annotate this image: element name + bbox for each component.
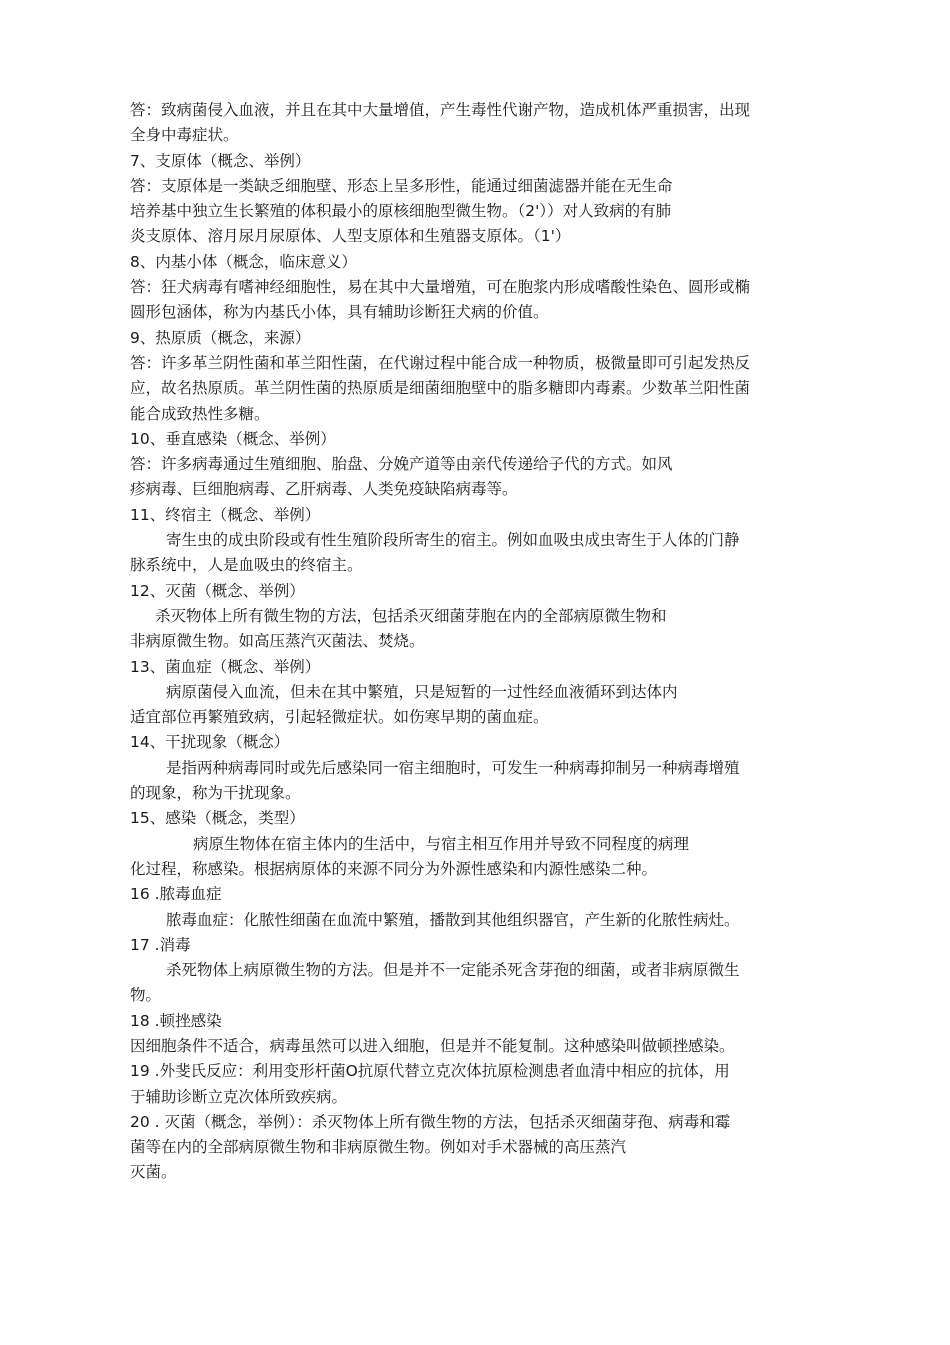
text-line: 化过程，称感染。根据病原体的来源不同分为外源性感染和内源性感染二种。 (130, 859, 658, 878)
text-line: 脓毒血症：化脓性细菌在血流中繁殖，播散到其他组织器官，产生新的化脓性病灶。 (166, 910, 740, 929)
text-line: 能合成致热性多糖。 (130, 404, 270, 423)
text-line: 19 .外斐氏反应：利用变形杆菌O抗原代替立克次体抗原检测患者血清中相应的抗体，用 (130, 1062, 730, 1081)
text-line: 15、感染（概念，类型） (130, 809, 305, 828)
text-line: 寄生虫的成虫阶段或有性生殖阶段所寄生的宿主。例如血吸虫成虫寄生于人体的门静 (166, 531, 740, 550)
text-line: 脉系统中，人是血吸虫的终宿主。 (130, 556, 363, 575)
text-line: 12、灭菌（概念、举例） (130, 581, 305, 600)
text-line: 是指两种病毒同时或先后感染同一宿主细胞时，可发生一种病毒抑制另一种病毒增殖 (166, 758, 740, 777)
text-line: 答：致病菌侵入血液，并且在其中大量增值，产生毒性代谢产物，造成机体严重损害，出现 (130, 101, 751, 119)
text-line: 杀死物体上病原微生物的方法。但是并不一定能杀死含芽孢的细菌，或者非病原微生 (166, 961, 740, 980)
text-line: 圆形包涵体，称为内基氏小体，具有辅助诊断狂犬病的价值。 (130, 303, 549, 322)
text-line: 答：支原体是一类缺乏细胞壁、形态上呈多形性，能通过细菌滤器并能在无生命 (130, 176, 673, 195)
text-line: 菌等在内的全部病原微生物和非病原微生物。例如对手术器械的高压蒸汽 (130, 1138, 627, 1157)
text-line: 全身中毒症状。 (130, 126, 239, 145)
text-line: 9、热原质（概念，来源） (130, 328, 311, 347)
text-line: 答：许多革兰阴性菌和革兰阳性菌，在代谢过程中能合成一种物质，极微量即可引起发热反 (130, 353, 751, 372)
text-line: 的现象，称为干扰现象。 (130, 784, 301, 803)
text-line: 7、支原体（概念、举例） (130, 151, 311, 170)
text-line: 培养基中独立生长繁殖的体积最小的原核细胞型微生物。（2'））对人致病的有肺 (130, 202, 672, 221)
text-line: 病原生物体在宿主体内的生活中，与宿主相互作用并导致不同程度的病理 (193, 834, 690, 853)
text-line: 病原菌侵入血流，但未在其中繁殖，只是短暂的一过性经血液循环到达体内 (166, 682, 678, 701)
text-line: 20 . 灭菌（概念，举例）：杀灭物体上所有微生物的方法，包括杀灭细菌芽孢、病毒和霉 (130, 1112, 731, 1131)
text-line: 18 .顿挫感染 (130, 1011, 222, 1030)
text-line: 16 .脓毒血症 (130, 885, 222, 904)
text-line: 应，故名热原质。革兰阴性菌的热原质是细菌细胞壁中的脂多糖即内毒素。少数革兰阳性菌 (130, 379, 751, 398)
text-line: 于辅助诊断立克次体所致疾病。 (130, 1087, 348, 1106)
text-line: 13、菌血症（概念、举例） (130, 657, 321, 676)
text-line: 物。 (130, 986, 162, 1005)
text-line: 14、干扰现象（概念） (130, 733, 290, 752)
text-line: 11、终宿主（概念、举例） (130, 505, 321, 524)
text-line: 因细胞条件不适合，病毒虽然可以进入细胞，但是并不能复制。这种感染叫做顿挫感染。 (130, 1036, 735, 1055)
text-line: 10、垂直感染（概念、举例） (130, 429, 336, 448)
text-line: 答：许多病毒通过生殖细胞、胎盘、分娩产道等由亲代传递给子代的方式。如风 (130, 455, 673, 474)
text-line: 17 .消毒 (130, 935, 191, 954)
text-line: 炎支原体、溶月尿月尿原体、人型支原体和生殖器支原体。（1'） (130, 227, 571, 246)
text-line: 适宜部位再繁殖致病，引起轻微症状。如伤寒早期的菌血症。 (130, 708, 549, 727)
text-line: 答：狂犬病毒有嗜神经细胞性，易在其中大量增殖，可在胞浆内形成嗜酸性染色、圆形或椭 (130, 278, 751, 297)
text-line: 疹病毒、巨细胞病毒、乙肝病毒、人类免疫缺陷病毒等。 (130, 480, 518, 499)
text-line: 8、内基小体（概念，临床意义） (130, 252, 357, 271)
text-line: 非病原微生物。如高压蒸汽灭菌法、焚烧。 (130, 632, 425, 651)
text-line: 杀灭物体上所有微生物的方法，包括杀灭细菌芽胞在内的全部病原微生物和 (155, 606, 667, 625)
text-line: 灭菌。 (130, 1163, 177, 1182)
